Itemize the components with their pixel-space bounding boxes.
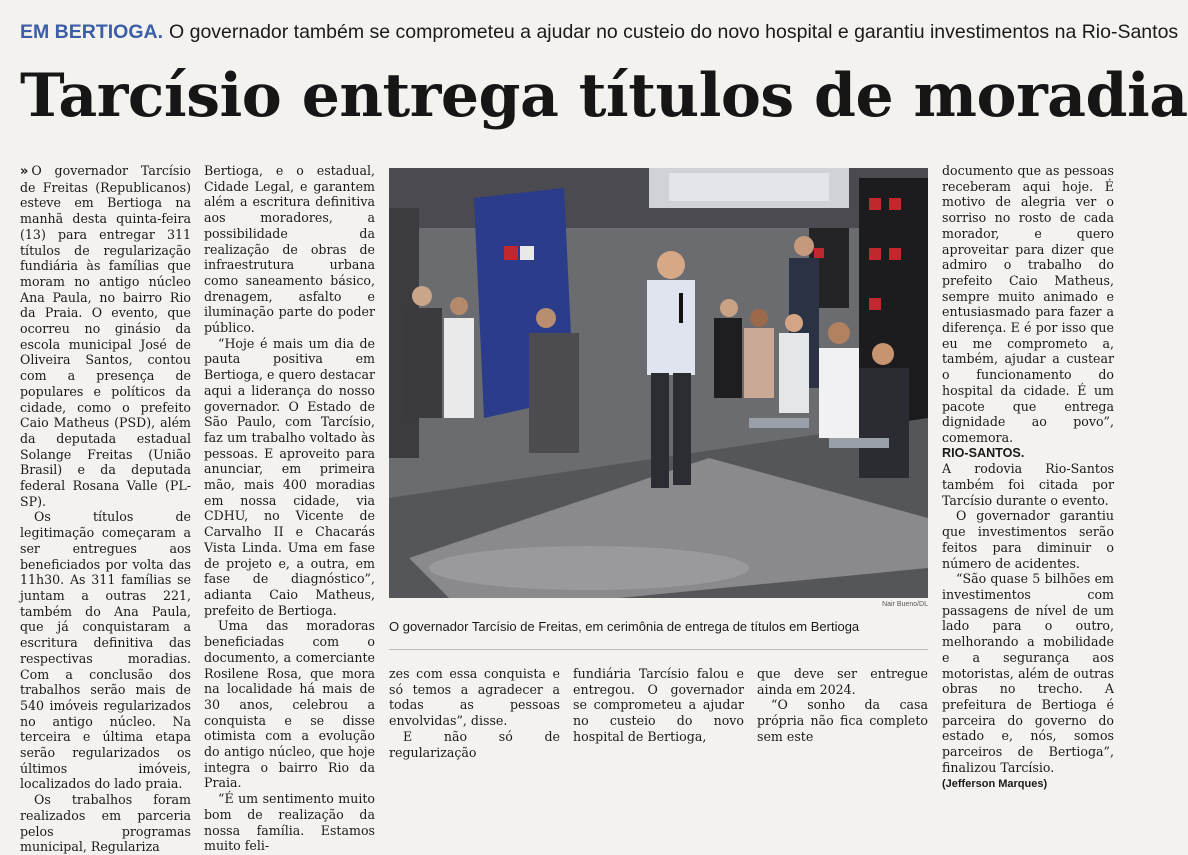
headline: Tarcísio entrega títulos de moradia [20, 61, 1188, 131]
paragraph: Os trabalhos foram realizados em parceria pelos programas municipal, Regulariza [20, 792, 191, 855]
paragraph: Bertioga, e o estadual, Cidade Legal, e garantem além a escritura definitiva aos moradores, a possibilidade da realização de obras de infraestrutura urbana como saneamento básico, drenagem, asfalto e iluminação parte do poder público. [204, 163, 375, 336]
caption-divider [389, 649, 928, 650]
kicker-tag: EM BERTIOGA [20, 21, 158, 43]
kicker-tag-dot: . [157, 21, 164, 43]
kicker-text: O governador também se comprometeu a ajudar no custeio do novo hospital e garantiu investimentos na Rio-Santos [169, 21, 1179, 43]
event-photo-illustration [389, 168, 928, 598]
paragraph: que deve ser entregue ainda em 2024. [757, 666, 928, 697]
kicker [20, 18, 1179, 46]
section-subhead: RIO-SANTOS. [942, 445, 1025, 460]
article-column-3 [389, 666, 560, 760]
article-column-6 [942, 163, 1114, 791]
paragraph: O governador garantiu que investimentos serão feitos para diminuir o número de acidentes. [942, 508, 1114, 571]
paragraph: “É um sentimento muito bom de realização da nossa família. Estamos muito feli- [204, 791, 375, 854]
paragraph: Uma das moradoras beneficiadas com o documento, a comerciante Rosilene Rosa, que mora na localidade há mais de 30 anos, celebrou a conquista e se disse otimista com a evolução do antigo núcleo, que hoje integra o bairro Rio da Praia. [204, 618, 375, 791]
byline: (Jefferson Marques) [942, 778, 1048, 791]
paragraph: fundiária Tarcísio falou e entregou. O governador se comprometeu a ajudar no custeio do novo hospital de Bertioga, [573, 666, 744, 744]
paragraph: documento que as pessoas receberam aqui hoje. É motivo de alegria ver o sorriso no rosto de cada morador, e quero aproveitar para dizer que admiro o trabalho do prefeito Caio Matheus, sempre muito animado e entusiasmado para fazer a diferença. E é por isso que eu me comprometo a, também, ajudar a custear o funcionamento do hospital da cidade. É um pacote que entrega dignidade ao povo”, comemora. [942, 163, 1114, 445]
paragraph: E não só de regularização [389, 728, 560, 760]
paragraph: A rodovia Rio-Santos também foi citada por Tarcísio durante o evento. [942, 461, 1114, 508]
article-column-5 [757, 666, 928, 744]
article-column-4 [573, 666, 744, 744]
paragraph: zes com essa conquista e só temos a agradecer a todas as pessoas envolvidas”, disse. [389, 666, 560, 729]
chevron-right-icon: » [20, 164, 29, 179]
paragraph: » O governador Tarcísio de Freitas (Republicanos) esteve em Bertioga na manhã desta quinta-feira (13) para entregar 311 títulos de regularização fundiária às famílias que moram no antigo núcleo Ana Paula, no bairro Rio da Praia. O evento, que ocorreu no ginásio da escola municipal José de Oliveira Santos, contou com a presença de populares e políticos da cidade, como o prefeito Caio Matheus (PSD), além da deputada estadual Solange Freitas (União Brasil) e da deputada federal Rosana Valle (PL-SP). [20, 163, 191, 509]
paragraph: “São quase 5 bilhões em investimentos com passagens de nível de um lado para o outro, melhorando a mobilidade e a segurança aos motoristas, além de outras obras no trecho. A prefeitura de Bertioga é parceira do governo do estado e, nós, somos parceiros de Bertioga”, finalizou Tarcísio. [942, 571, 1114, 775]
article-column-1 [20, 163, 191, 855]
paragraph: “O sonho da casa própria não fica completo sem este [757, 697, 928, 744]
article-column-2 [204, 163, 375, 854]
article-photo [389, 168, 928, 598]
paragraph: Os títulos de legitimação começaram a ser entregues aos beneficiados por volta das 11h30. As 311 famílias se juntam a outras 221, também do Ana Paula, que já conquistaram a escritura definitiva das respectivas moradias. Com a conclusão dos trabalhos serão mais de 540 imóveis regularizados no antigo núcleo. Na terceira e última etapa serão regularizados os últimos imóveis, localizados do lado praia. [20, 509, 191, 792]
photo-caption: O governador Tarcísio de Freitas, em cerimônia de entrega de títulos em Bertioga [389, 619, 860, 634]
paragraph: “Hoje é mais um dia de pauta positiva em Bertioga, e quero destacar aqui a liderança do nosso governador. O Estado de São Paulo, com Tarcísio, faz um trabalho voltado às pessoas. E aproveito para anunciar, em primeira mão, mais 400 moradias em nossa cidade, via CDHU, no Vicente de Carvalho II e Chacarás Vista Linda. Uma em fase de projeto e, a outra, em fase de diagnóstico”, adianta Caio Matheus, prefeito de Bertioga. [204, 335, 375, 618]
photo-credit: Nair Bueno/DL [882, 601, 928, 608]
